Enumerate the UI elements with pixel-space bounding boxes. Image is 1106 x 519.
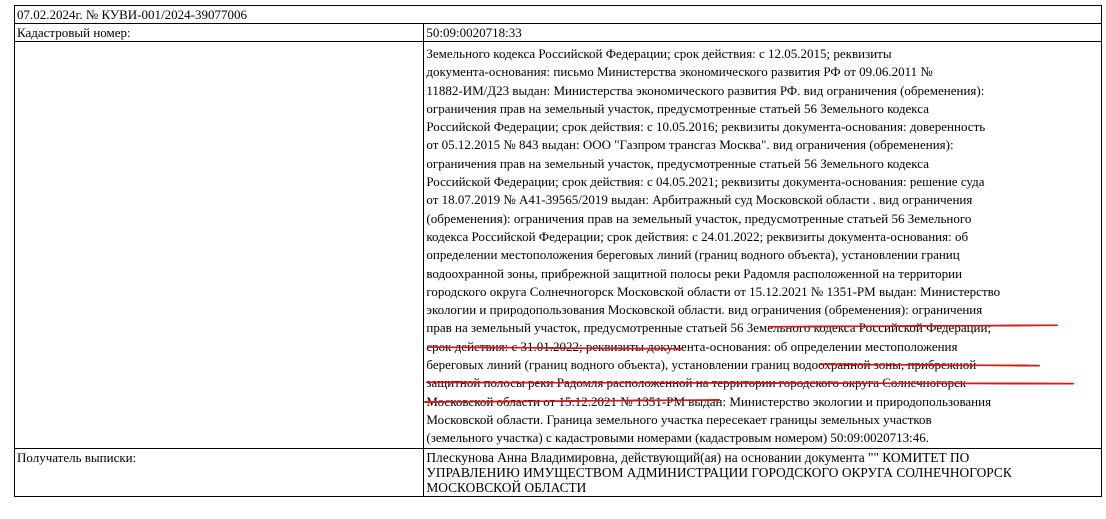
cadastral-row — [15, 24, 1102, 42]
cadastral-value: 50:09:0020718:33 — [424, 24, 1102, 42]
text-line: 11882-ИМ/Д23 выдан: Министерства экономического развития РФ. вид ограничения (обременения): — [426, 82, 985, 98]
restrictions-row — [15, 42, 1102, 449]
text-line: УПРАВЛЕНИЮ ИМУЩЕСТВОМ АДМИНИСТРАЦИИ ГОРОДСКОГО ОКРУГА СОЛНЕЧНОГОРСК — [426, 464, 1012, 480]
cadastral-label: Кадастровый номер: — [15, 24, 424, 42]
text-line: кодекса Российской Федерации; срок действия: с 24.01.2022; реквизиты документа-основания: об — [426, 228, 969, 244]
text-line: береговых линий (границ водного объекта), установлении границ водоохранной зоны, прибрежной — [426, 357, 977, 373]
text-line: экологии и природопользования Московской области. вид ограничения (обременения): ограничения — [426, 302, 983, 318]
text-line: защитной полосы реки Радомля расположенной на территории городского округа Солнечногорск — [426, 375, 967, 391]
text-line: Российской Федерации; срок действия: с 10.05.2016; реквизиты документа-основания: доверенность — [426, 119, 986, 135]
doc-ref: 07.02.2024г. № КУВИ-001/2024-39077006 — [15, 6, 1102, 24]
restrictions-text — [424, 42, 1102, 449]
text-line: от 05.12.2015 № 843 выдан: ООО "Газпром трансгаз Москва". вид ограничения (обременения): — [426, 137, 954, 153]
recipient-lines — [426, 450, 1099, 495]
text-line: Московской области. Граница земельного участка пересекает границы земельных участков — [426, 411, 932, 427]
text-line: (обременения): ограничения прав на земельный участок, предусмотренные статьей 56 Земельного — [426, 210, 972, 226]
doc-ref-row — [15, 6, 1102, 24]
text-line: Российской Федерации; срок действия: с 04.05.2021; реквизиты документа-основания: решение суда — [426, 174, 985, 190]
text-line: от 18.07.2019 № А41-39565/2019 выдан: Арбитражный суд Московской области . вид ограничения — [426, 192, 973, 208]
recipient-label: Получатель выписки: — [15, 448, 424, 496]
text-line: городского округа Солнечногорск Московской области от 15.12.2021 № 1351-РМ выдан: Министерство — [426, 283, 1001, 299]
text-line: документа-основания: письмо Министерства экономического развития РФ от 09.06.2011 № — [426, 64, 933, 80]
restrictions-label-cell — [15, 42, 424, 449]
text-line: (земельного участка) с кадастровыми номерами (кадастровым номером) 50:09:0020713:46. — [426, 430, 929, 446]
extract-table — [14, 5, 1102, 497]
recipient-value — [424, 448, 1102, 496]
text-line: МОСКОВСКОЙ ОБЛАСТИ — [426, 479, 587, 495]
text-line: определении местоположения береговых линий (границ водного объекта), установлении границ — [426, 247, 960, 263]
restrictions-lines — [426, 45, 1099, 448]
text-line: ограничения прав на земельный участок, предусмотренные статьей 56 Земельного кодекса — [426, 100, 929, 116]
text-line: ограничения прав на земельный участок, предусмотренные статьей 56 Земельного кодекса — [426, 155, 929, 171]
text-line: Плескунова Анна Владимировна, действующий(ая) на основании документа "" КОМИТЕТ ПО — [426, 449, 970, 465]
text-line: срок действия: с 31.01.2022; реквизиты документа-основания: об определении местоположения — [426, 338, 958, 354]
text-line: Московской области от 15.12.2021 № 1351-РМ выдан: Министерство экологии и природопользования — [426, 393, 992, 409]
text-line: водоохранной зоны, прибрежной защитной полосы реки Радомля расположенной на территории — [426, 265, 963, 281]
text-line: Земельного кодекса Российской Федерации; срок действия: с 12.05.2015; реквизиты — [426, 46, 892, 61]
extract-sheet — [14, 5, 1102, 497]
recipient-row — [15, 448, 1102, 496]
text-line: прав на земельный участок, предусмотренные статьей 56 Земельного кодекса Российской Федерации; — [426, 320, 992, 336]
